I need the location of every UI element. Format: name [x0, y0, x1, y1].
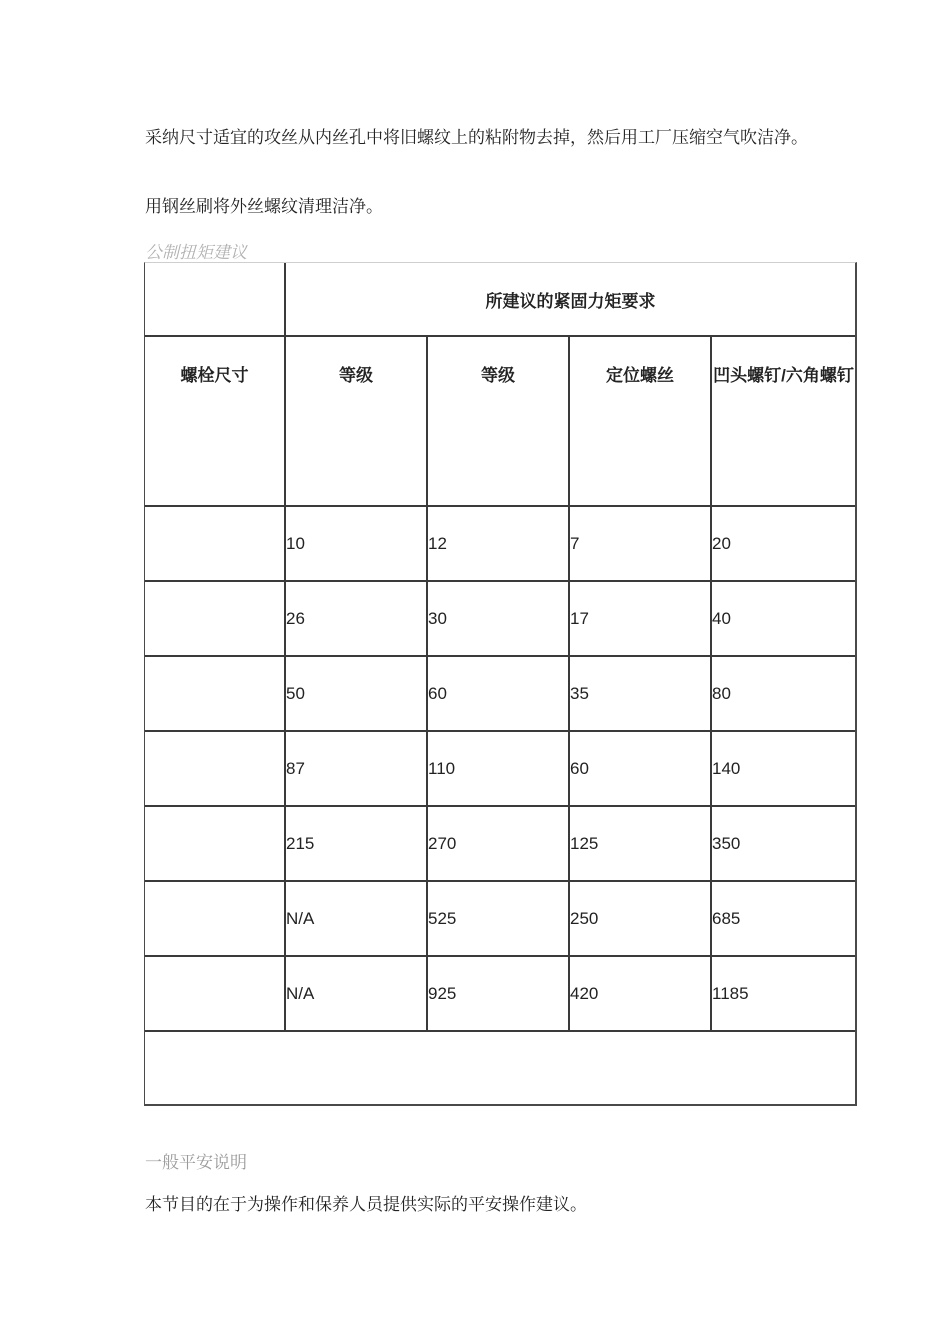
table-cell: 420 [570, 957, 712, 1032]
table-cell: 125 [570, 807, 712, 882]
table-cell: 87 [286, 732, 428, 807]
table-footer-row [145, 1032, 855, 1104]
table-header-row [145, 337, 855, 507]
header-socket-hex-screw: 凹头螺钉/六角螺钉 [712, 337, 855, 507]
table-row [145, 957, 855, 1032]
table-cell: 215 [286, 807, 428, 882]
table-cell: 350 [712, 807, 855, 882]
table-cell [145, 507, 286, 582]
table-cell [145, 657, 286, 732]
table-cell: 925 [428, 957, 570, 1032]
table-cell: 60 [570, 732, 712, 807]
table-cell: 685 [712, 882, 855, 957]
table-cell: 26 [286, 582, 428, 657]
table-cell: 20 [712, 507, 855, 582]
table-caption: 公制扭矩建议 [145, 243, 247, 263]
table-cell: 40 [712, 582, 855, 657]
table-cell: N/A [286, 882, 428, 957]
header-grade-2: 等级 [428, 337, 570, 507]
table-cell [145, 807, 286, 882]
header-set-screw: 定位螺丝 [570, 337, 712, 507]
header-bolt-size: 螺栓尺寸 [145, 337, 286, 507]
table-cell: 30 [428, 582, 570, 657]
table-cell: 270 [428, 807, 570, 882]
table-row [145, 732, 855, 807]
table-cell: 140 [712, 732, 855, 807]
paragraph-safety-purpose: 本节目的在于为操作和保养人员提供实际的平安操作建议。 [145, 1195, 587, 1215]
table-cell: 10 [286, 507, 428, 582]
table-cell: 525 [428, 882, 570, 957]
table-cell: N/A [286, 957, 428, 1032]
table-corner-cell [145, 263, 286, 337]
table-cell: 80 [712, 657, 855, 732]
torque-table [144, 262, 857, 1106]
section-heading-safety: 一般平安说明 [145, 1153, 247, 1173]
table-cell: 7 [570, 507, 712, 582]
table-cell: 50 [286, 657, 428, 732]
table-cell [145, 582, 286, 657]
table-group-header: 所建议的紧固力矩要求 [286, 263, 855, 337]
table-row [145, 657, 855, 732]
table-cell: 60 [428, 657, 570, 732]
table-cell: 12 [428, 507, 570, 582]
paragraph-wire-brush: 用钢丝刷将外丝螺纹清理洁净。 [145, 197, 383, 217]
table-cell: 17 [570, 582, 712, 657]
table-cell: 110 [428, 732, 570, 807]
paragraph-tapping: 采纳尺寸适宜的攻丝从内丝孔中将旧螺纹上的粘附物去掉，然后用工厂压缩空气吹洁净。 [145, 128, 808, 148]
table-row [145, 882, 855, 957]
table-row [145, 807, 855, 882]
table-group-header-row [145, 263, 855, 337]
table-cell [145, 732, 286, 807]
table-cell [145, 882, 286, 957]
table-cell: 1185 [712, 957, 855, 1032]
table-footer-cell [145, 1032, 855, 1104]
header-grade-1: 等级 [286, 337, 428, 507]
table-row [145, 507, 855, 582]
table-cell [145, 957, 286, 1032]
table-row [145, 582, 855, 657]
table-cell: 250 [570, 882, 712, 957]
table-cell: 35 [570, 657, 712, 732]
